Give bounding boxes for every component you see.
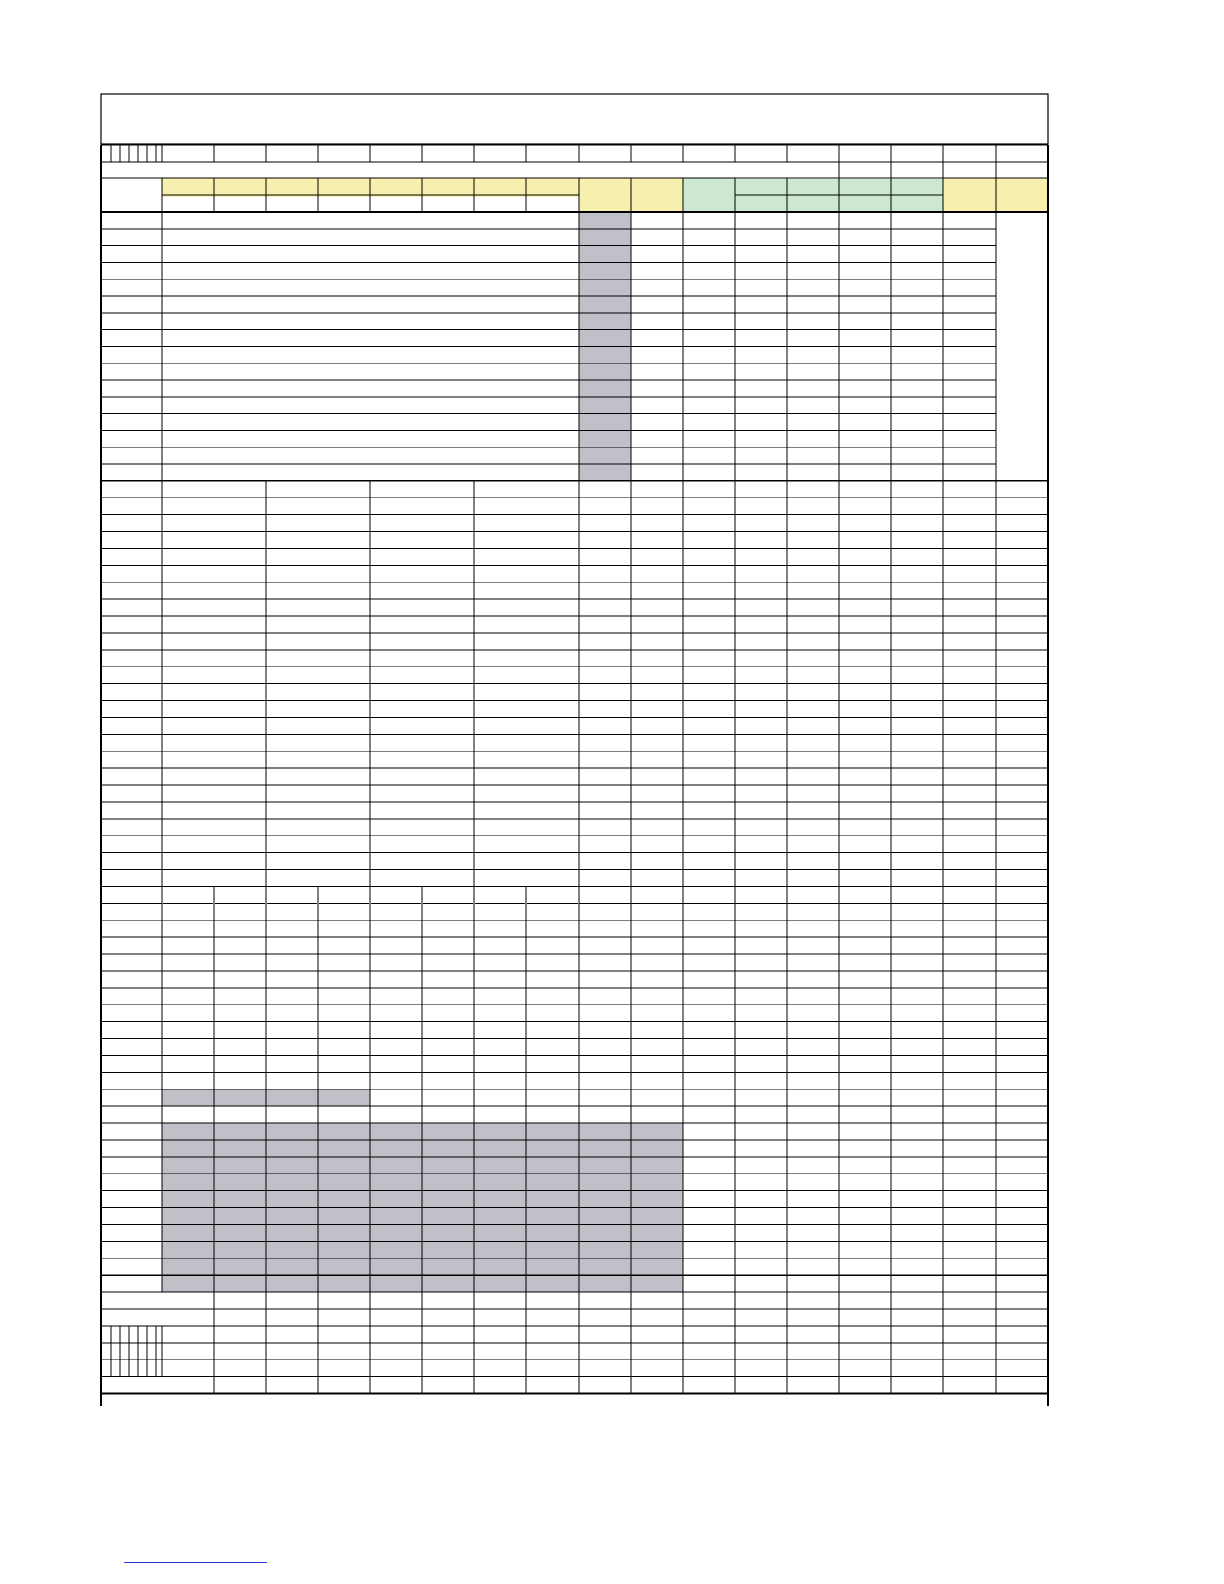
yellow-header-cell-right bbox=[943, 178, 1048, 212]
green-header-cell bbox=[683, 178, 735, 212]
footer-link[interactable] bbox=[124, 1548, 267, 1563]
form-title-box bbox=[101, 94, 1048, 144]
yellow-header-band bbox=[162, 178, 579, 197]
